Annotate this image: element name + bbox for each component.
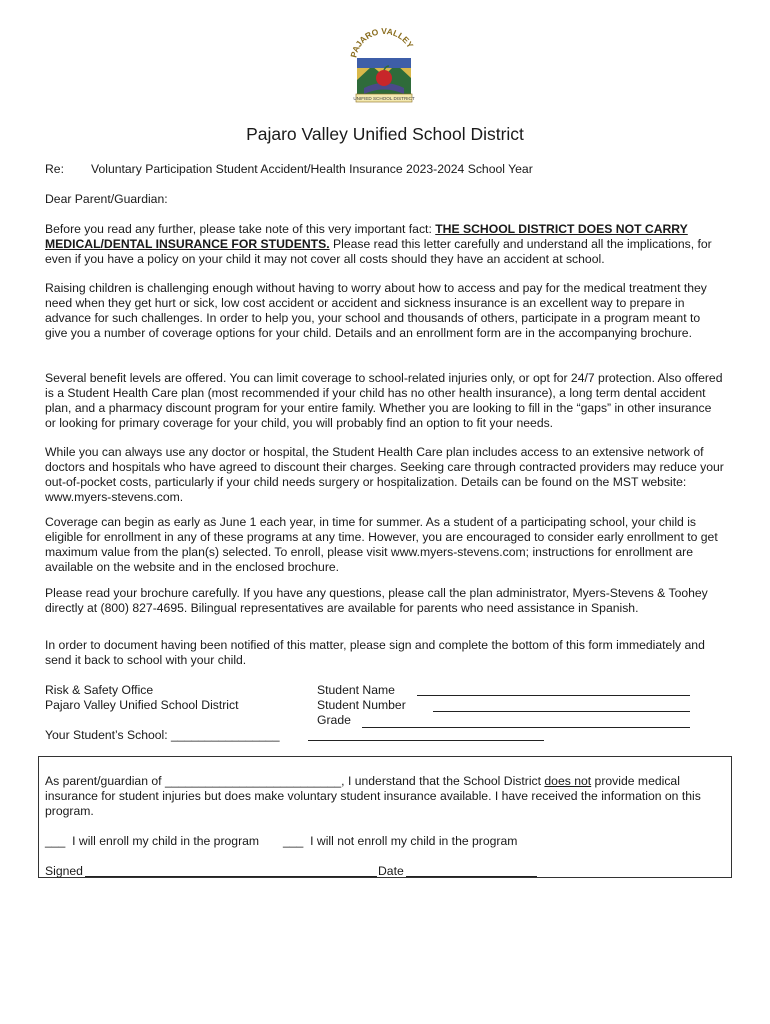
enroll-label: I will enroll my child in the program bbox=[72, 834, 260, 848]
student-name-label: Student Name bbox=[317, 683, 395, 697]
logo-arc-text: PAJARO VALLEY bbox=[348, 28, 416, 59]
re-subject: Voluntary Participation Student Accident/Health Insurance 2023-2024 School Year bbox=[91, 162, 533, 176]
office-name: Risk & Safety Office bbox=[45, 683, 154, 697]
paragraph-important-fact bbox=[45, 222, 725, 267]
paragraph-questions: Please read your brochure carefully. If you have any questions, please call the plan administrator, Myers-Stevens & Toohey directly at (800) 827-4695. Bilingual representatives are available for parents who need assistance in Spanish. bbox=[45, 586, 708, 615]
signature-line[interactable] bbox=[85, 876, 377, 877]
date-label: Date bbox=[378, 864, 404, 878]
ack-prefix: As parent/guardian of bbox=[45, 774, 165, 788]
p1-rest: Please read this letter carefully and understand all the implications, for even if you have a policy on your child it may not cover all costs should they have an accident at school. bbox=[45, 237, 712, 266]
p1-intro: Before you read any further, please take note of this very important fact: bbox=[45, 222, 436, 236]
re-label: Re: bbox=[45, 162, 64, 176]
paragraph-network: While you can always use any doctor or hospital, the Student Health Care plan includes access to an extensive network of doctors and hospitals who have agreed to discount their charges. Seeking care through contracted providers may reduce your out-of-pocket costs, particularly if your child needs surgery or hospitalization. Details can be found on the MST website: www.myers-stevens.com. bbox=[45, 445, 724, 504]
ack-mid: , I understand that the School District bbox=[341, 774, 545, 788]
page-title: Pajaro Valley Unified School District bbox=[246, 124, 524, 144]
paragraph-document: In order to document having been notified of this matter, please sign and complete the bottom of this form immediately and send it back to school with your child. bbox=[45, 638, 705, 667]
date-line[interactable] bbox=[406, 876, 537, 877]
school-field: Your Student’s School: ________________ bbox=[45, 728, 280, 742]
student-number-label: Student Number bbox=[317, 698, 406, 712]
not-enroll-label: I will not enroll my child in the program bbox=[310, 834, 518, 848]
grade-line[interactable] bbox=[362, 727, 690, 728]
salutation: Dear Parent/Guardian: bbox=[45, 192, 168, 206]
p1-emphasis: THE SCHOOL DISTRICT DOES NOT CARRY MEDICAL/DENTAL INSURANCE FOR STUDENTS. bbox=[45, 222, 688, 251]
paragraph-benefit-levels: Several benefit levels are offered. You can limit coverage to school-related injuries only, or opt for 24/7 protection. Also offered is a Student Health Care plan (most recommended if your child has no other health insurance), a long term dental accident plan, and a pharmacy discount program for your entire family. Whether you are looking to fill in the “gaps” in other insurance or looking for primary coverage for your child, you will probably find an option to fit your needs. bbox=[45, 371, 723, 430]
paragraph-coverage-start: Coverage can begin as early as June 1 each year, in time for summer. As a student of a participating school, your child is eligible for enrollment in any of these programs at any time. However, you are encouraged to consider early enrollment to get maximum value from the plan(s) selected. To enroll, please visit www.myers-stevens.com; instructions for enrollment are available on the website and in the enclosed brochure. bbox=[45, 515, 718, 574]
grade-label: Grade bbox=[317, 713, 351, 727]
acknowledgement-text bbox=[45, 774, 710, 819]
not-enroll-blank[interactable]: ___ bbox=[283, 834, 304, 848]
district-name: Pajaro Valley Unified School District bbox=[45, 698, 239, 712]
school-district-logo bbox=[346, 28, 422, 106]
ack-suffix: provide medical insurance for student injuries but does make voluntary student insurance available. I have received the information on this program. bbox=[45, 774, 701, 818]
logo-banner-text: UNIFIED SCHOOL DISTRICT bbox=[353, 96, 415, 101]
not-enroll-option[interactable] bbox=[283, 834, 517, 848]
school-line[interactable] bbox=[308, 740, 544, 741]
child-name-blank[interactable]: __________________________ bbox=[164, 774, 342, 788]
student-number-line[interactable] bbox=[433, 711, 690, 712]
signed-label: Signed bbox=[45, 864, 83, 878]
ack-does-not: does not bbox=[544, 774, 592, 788]
student-name-line[interactable] bbox=[417, 695, 690, 696]
enroll-blank[interactable]: ___ bbox=[45, 834, 66, 848]
paragraph-raising-children: Raising children is challenging enough without having to worry about how to access and pay for the medical treatment they need when they get hurt or sick, low cost accident or accident and sickness insurance is an excellent way to prepare in advance for such challenges. In order to help you, your school and thousands of others, participate in a program meant to give you a number of coverage options for your child. Details and an enrollment form are in the accompanying brochure. bbox=[45, 281, 707, 340]
enroll-option[interactable] bbox=[45, 834, 259, 848]
